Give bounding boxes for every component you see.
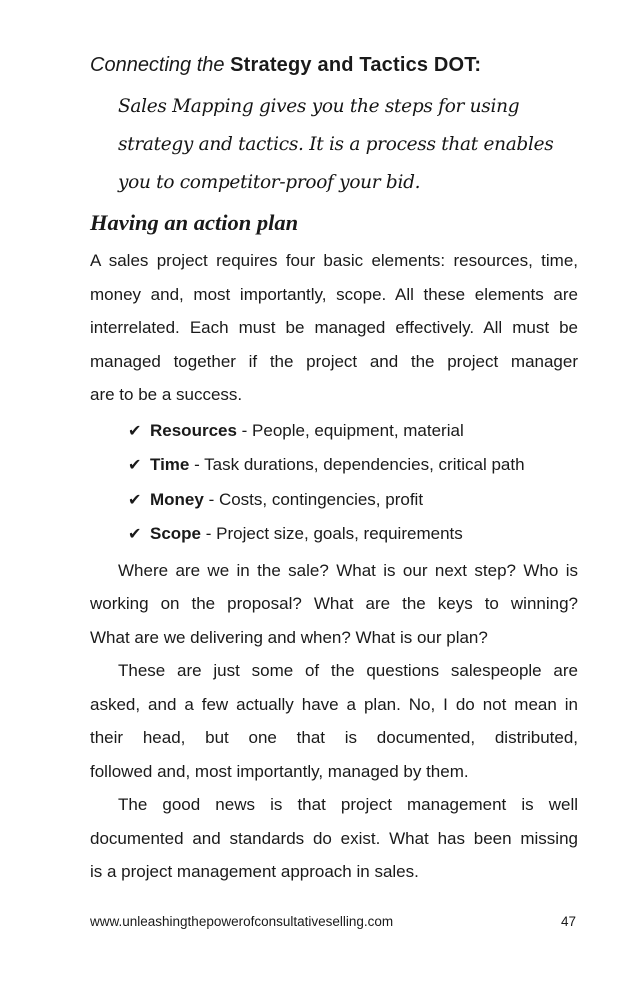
page-footer [90,913,578,931]
questions-paragraph [90,554,578,655]
checklist-term: Resources [150,420,237,440]
plan-paragraph [90,654,578,788]
checklist-description: - Project size, goals, requirements [201,524,463,543]
paragraph-line: money and, most importantly, scope. All these elements are [90,284,578,304]
paragraph-line: are to be a success. [90,385,243,404]
paragraph-line: their head, but one that is documented, distributed, [90,728,578,747]
paragraph-line: A sales project requires four basic elements: resources, time, [90,251,578,270]
checklist-item-scope [128,517,578,552]
checkmark-icon: ✔ [128,420,142,440]
page-content [90,50,578,889]
checklist-item-resources [128,414,578,449]
paragraph-line: managed together if the project and the project manager [90,351,578,371]
dot-heading-lead: Connecting the [90,54,225,76]
elements-checklist [128,414,578,552]
dot-heading-colon: : [474,54,482,76]
checkmark-icon: ✔ [128,489,142,509]
checklist-description: - People, equipment, material [236,420,464,440]
paragraph-line: asked, and a few actually have a plan. No, I do not mean in [90,694,578,714]
footer-url: www.unleashingthepowerofconsultativeselling.com [90,914,394,929]
checklist-description: - Costs, contingencies, profit [203,489,424,509]
checklist-item-time [128,448,578,483]
paragraph-line: These are just some of the questions salespeople are [118,661,578,680]
dot-heading [90,50,578,80]
callout-line: you to competitor-proof your bid. [118,172,421,193]
callout-line: strategy and tactics. It is a process that enables [118,134,554,155]
paragraph-line: followed and, most importantly, managed by them. [90,761,469,781]
paragraph-line: documented and standards do exist. What has been missing [90,828,578,848]
paragraph-line: is a project management approach in sales. [90,862,419,881]
paragraph-line: The good news is that project management is well [118,795,578,814]
paragraph-line: working on the proposal? What are the keys to winning? [90,594,578,613]
paragraph-line: interrelated. Each must be managed effectively. All must be [90,318,578,337]
page-number: 47 [560,914,576,929]
checklist-description: - Task durations, dependencies, critical path [189,455,525,474]
good-news-paragraph [90,788,578,889]
checklist-term: Scope [150,524,202,543]
intro-paragraph [90,244,578,412]
checklist-term: Money [150,489,204,509]
paragraph-line: Where are we in the sale? What is our next step? Who is [118,560,578,580]
paragraph-line: What are we delivering and when? What is our plan? [90,627,488,647]
dot-heading-dot: DOT [433,54,475,76]
dot-heading-strategy: Strategy and Tactics [230,54,429,76]
callout-line: Sales Mapping gives you the steps for using [118,96,520,117]
checkmark-icon: ✔ [128,524,142,543]
checklist-item-money [128,483,578,518]
section-heading: Having an action plan [90,210,299,235]
sales-mapping-callout [118,88,578,202]
checklist-term: Time [150,455,190,474]
checkmark-icon: ✔ [128,455,142,474]
